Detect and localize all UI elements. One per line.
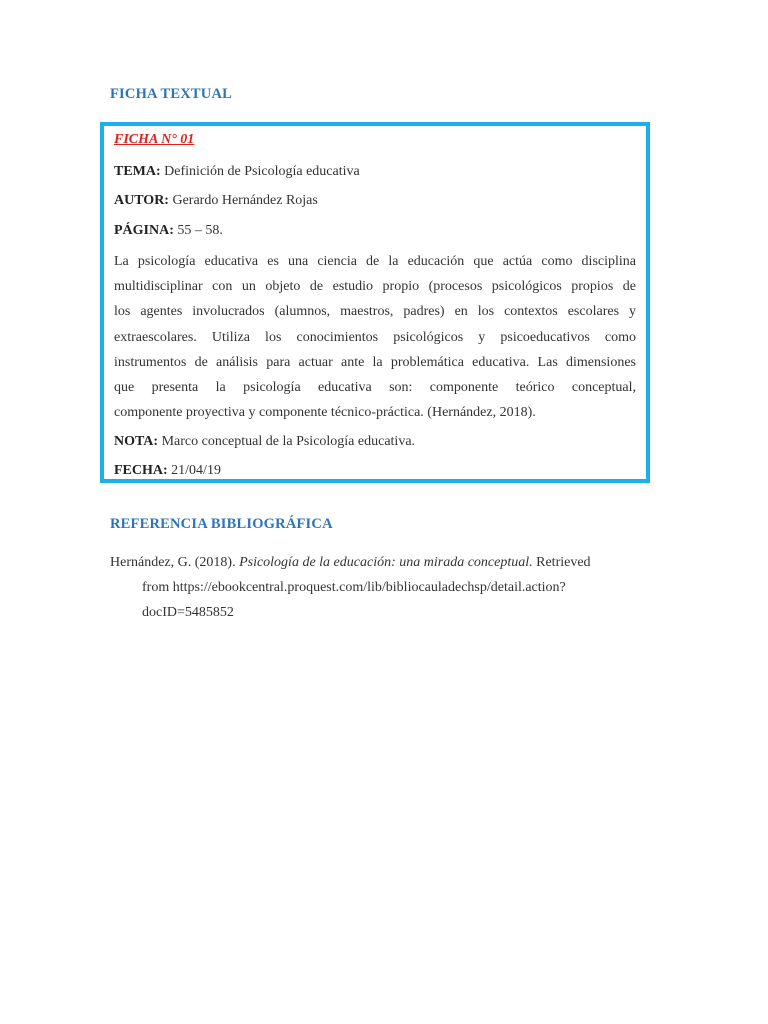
ficha-number-line [114,132,636,148]
autor-line [114,193,636,209]
fecha-value: 21/04/19 [171,463,221,478]
paragraph-line: multidisciplinar con un objeto de estudio propio (procesos psicológicos propios de [114,279,636,295]
paragraph-line: componente proyectiva y componente técnico-práctica. (Hernández, 2018). [114,405,536,421]
fecha-label: FECHA: [114,463,168,478]
pagina-label: PÁGINA: [114,223,174,238]
nota-label: NOTA: [114,434,159,449]
ficha-textual-heading: FICHA TEXTUAL [110,86,232,102]
tema-value: Definición de Psicología educativa [164,164,360,179]
paragraph-line: La psicología educativa es una ciencia de la educación que actúa como disciplina [114,254,636,269]
referencia-heading: REFERENCIA BIBLIOGRÁFICA [110,516,333,532]
paragraph-line: instrumentos de análisis para actuar ante la problemática educativa. Las dimensiones [114,354,636,370]
fecha-line [114,463,636,479]
autor-label: AUTOR: [114,193,169,208]
nota-value: Marco conceptual de la Psicología educativa. [161,434,416,449]
paragraph-line: los agentes involucrados (alumnos, maestros, padres) en los contextos escolares y [114,304,636,320]
reference-author-year: Hernández, G. (2018). [110,555,240,570]
tema-label: TEMA: [114,164,161,179]
bibliographic-reference [110,550,650,625]
paragraph-line: extraescolares. Utiliza los conocimientos psicológicos y psicoeducativos como [114,329,636,345]
pagina-value: 55 – 58. [177,223,223,238]
reference-retrieved: Retrieved [532,555,591,570]
tema-line [114,164,636,180]
autor-value: Gerardo Hernández Rojas [172,193,318,208]
reference-doc-id[interactable]: docID=5485852 [142,605,234,620]
paragraph-line: que presenta la psicología educativa son: componente teórico conceptual, [114,379,636,395]
ficha-card [100,122,650,483]
reference-title: Psicología de la educación: una mirada conceptual. [239,555,533,570]
reference-line-1 [110,550,650,575]
pagina-line [114,223,636,239]
ficha-paragraph [114,249,636,425]
reference-url[interactable]: from https://ebookcentral.proquest.com/lib/bibliocauladechsp/detail.action? [142,580,566,595]
ficha-number: FICHA N° 01 [114,132,195,147]
nota-line [114,434,636,450]
